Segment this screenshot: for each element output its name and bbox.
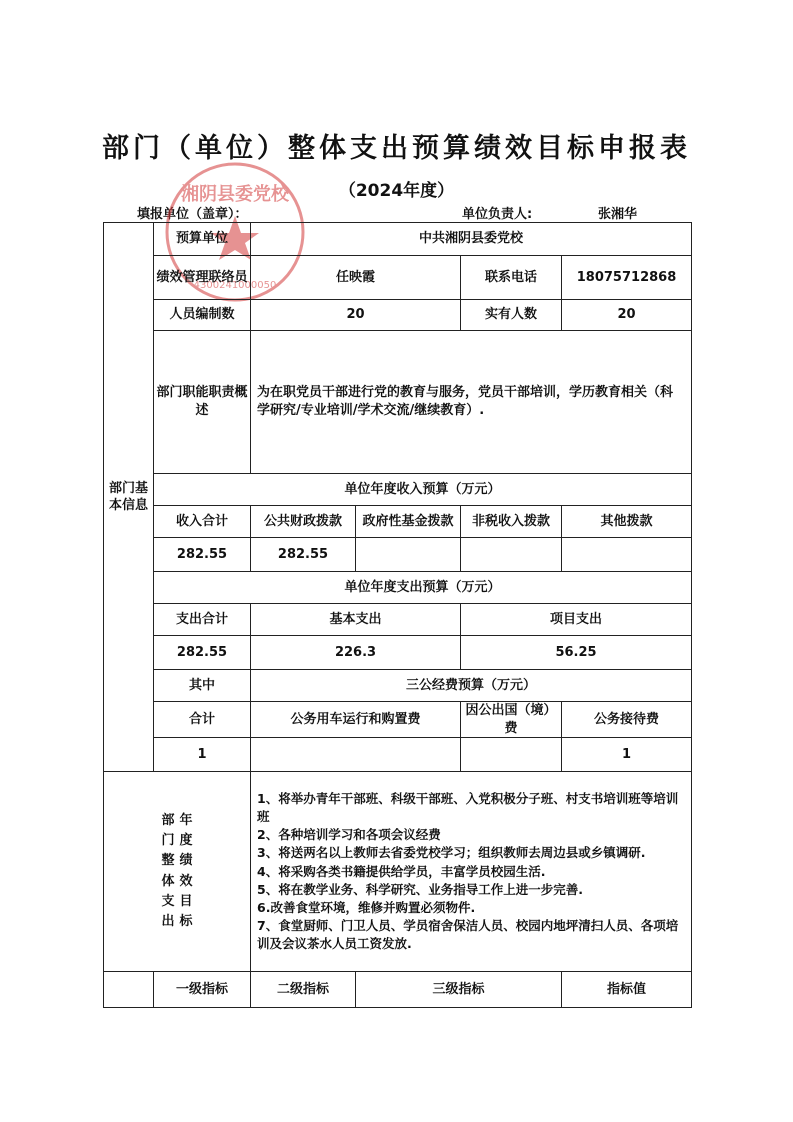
budget-form-table	[103, 222, 692, 1008]
contact-name: 任映霞	[251, 256, 461, 300]
seal-code: 4300241000050	[193, 280, 277, 291]
contact-label: 绩效管理联络员	[154, 256, 251, 300]
budget-unit-value: 中共湘阴县委党校	[251, 223, 692, 256]
indicator-header-cell: 指标值	[562, 972, 692, 1008]
three-public-label: 其中	[154, 670, 251, 702]
three-public-value-cell	[461, 738, 562, 772]
income-value-cell	[461, 538, 562, 572]
actual-label: 实有人数	[461, 300, 562, 331]
fill-unit-label: 填报单位（盖章）：	[137, 207, 248, 222]
year-label: （2024年度）	[338, 181, 455, 201]
page-title: 部门（单位）整体支出预算绩效目标申报表	[102, 133, 691, 164]
three-public-value-cell: 1	[562, 738, 692, 772]
seal-text: 湘阴县委党校	[181, 184, 289, 205]
list-item: 7、食堂厨师、门卫人员、学员宿舍保洁人员、校园内地坪清扫人员、各项培训及会议茶水人员工资发放.	[257, 917, 679, 952]
phone-label: 联系电话	[461, 256, 562, 300]
expense-value-cell: 282.55	[154, 636, 251, 670]
income-value-cell: 282.55	[251, 538, 356, 572]
goals-list	[251, 772, 692, 972]
three-public-value-cell: 1	[154, 738, 251, 772]
manager-label: 单位负责人:	[462, 207, 533, 222]
phone-value: 18075712868	[562, 256, 692, 300]
income-value-cell	[562, 538, 692, 572]
indicator-header-cell: 三级指标	[356, 972, 562, 1008]
manager-name: 张湘华	[598, 207, 638, 222]
income-header-cell: 政府性基金拨款	[356, 506, 461, 538]
list-item: 3、将送两名以上教师去省委党校学习；组织教师去周边县或乡镇调研.	[257, 845, 646, 861]
list-item: 6.改善食堂环境，维修并购置必须物件.	[257, 899, 476, 915]
expense-header-cell: 支出合计	[154, 604, 251, 636]
three-public-header-cell: 合计	[154, 702, 251, 738]
three-public-value-cell	[251, 738, 461, 772]
staff-value: 20	[251, 300, 461, 331]
function-text: 为在职党员干部进行党的教育与服务，党员干部培训，学历教育相关（科学研究/专业培训/学术交流/继续教育）.	[251, 331, 692, 474]
list-item: 2、各种培训学习和各项会议经费	[257, 827, 441, 843]
income-header-cell: 非税收入拨款	[461, 506, 562, 538]
three-public-header-cell: 因公出国（境）费	[461, 702, 562, 738]
expense-value-cell: 226.3	[251, 636, 461, 670]
basic-info-section-label: 部门基本信息	[104, 223, 154, 772]
income-header-cell: 其他拨款	[562, 506, 692, 538]
income-value-cell	[356, 538, 461, 572]
three-public-header-cell: 公务接待费	[562, 702, 692, 738]
indicator-header-cell: 一级指标	[154, 972, 251, 1008]
budget-unit-label: 预算单位	[154, 223, 251, 256]
staff-label: 人员编制数	[154, 300, 251, 331]
expense-header-cell: 基本支出	[251, 604, 461, 636]
goals-section-label: 部门整体支出	[161, 813, 175, 929]
income-header-cell: 公共财政拨款	[251, 506, 356, 538]
list-item: 4、将采购各类书籍提供给学员，丰富学员校园生活.	[257, 863, 546, 879]
function-label: 部门职能职责概述	[154, 331, 251, 474]
three-public-header-cell: 公务用车运行和购置费	[251, 702, 461, 738]
expense-title: 单位年度支出预算（万元）	[154, 572, 692, 604]
income-header-cell: 收入合计	[154, 506, 251, 538]
list-item: 5、将在教学业务、科学研究、业务指导工作上进一步完善.	[257, 881, 583, 897]
goals-sub-label: 年度绩效目标	[179, 813, 193, 929]
three-public-title: 三公经费预算（万元）	[251, 670, 692, 702]
actual-value: 20	[562, 300, 692, 331]
income-title: 单位年度收入预算（万元）	[154, 474, 692, 506]
income-value-cell: 282.55	[154, 538, 251, 572]
expense-header-cell: 项目支出	[461, 604, 692, 636]
expense-value-cell: 56.25	[461, 636, 692, 670]
indicator-header-cell: 二级指标	[251, 972, 356, 1008]
list-item: 1、将举办青年干部班、科级干部班、入党积极分子班、村支书培训班等培训班	[257, 791, 679, 825]
